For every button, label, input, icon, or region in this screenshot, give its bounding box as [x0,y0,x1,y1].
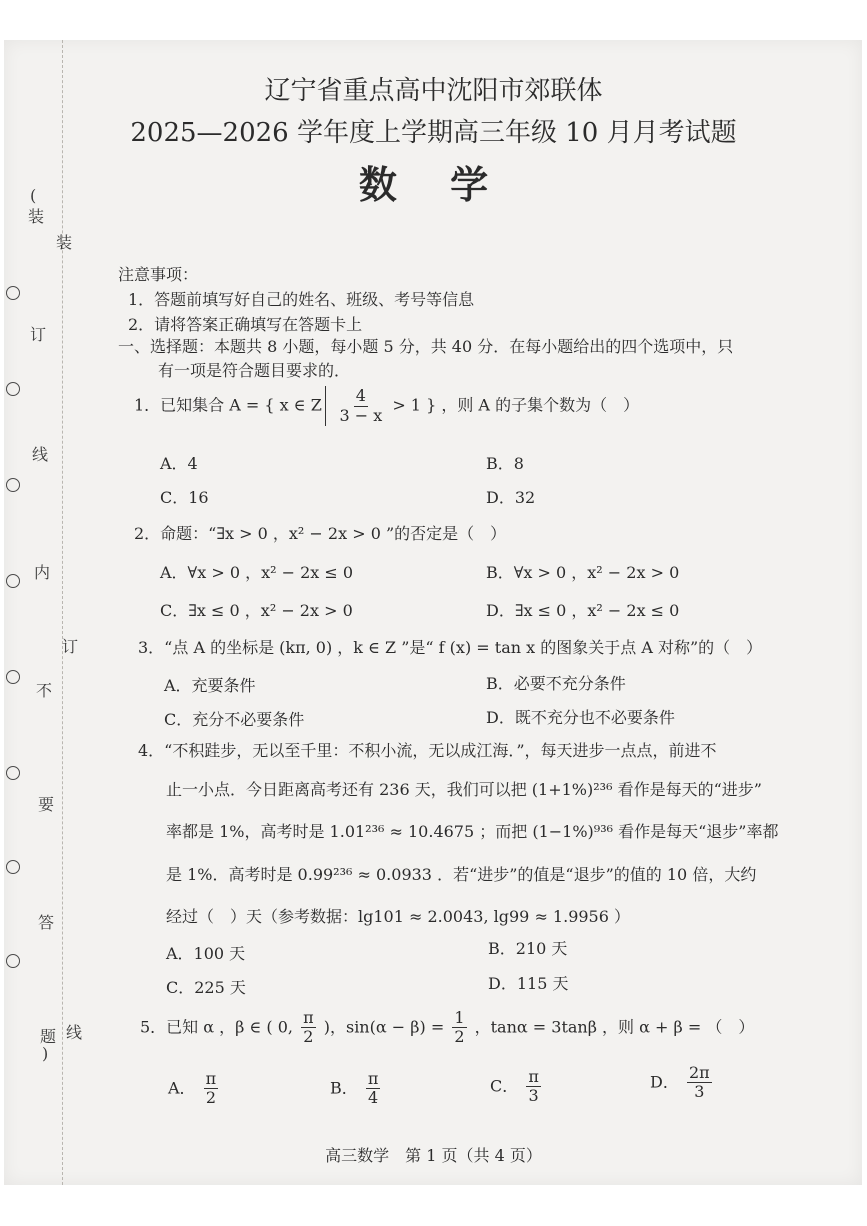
section-heading: 一、选择题：本题共 8 小题，每小题 5 分，共 40 分．在每小题给出的四个选项中，只 [118,337,734,356]
q1-option-b[interactable]: B．8 [486,454,524,473]
q5-part1: 5．已知 α ，β ∈ ( 0, [140,1017,294,1037]
q5-option-b[interactable] [330,1070,383,1108]
frac-num: π [367,1069,379,1088]
exam-title-line2: 2025—2026 学年度上学期高三年级 10 月月考试题 [130,118,737,148]
q1-set-left: A = { x ∈ Z [229,395,322,415]
frac-num: 2π [688,1063,710,1082]
binding-hole [6,574,20,588]
question-3-stem: 3．“点 A 的坐标是 (kπ, 0) ，k ∈ Z ”是“ f (x) = tan x 的图象关于点 A 对称”的（ ） [138,638,763,657]
binding-hole [6,954,20,968]
q1-frac-den: 3 − x [339,405,383,425]
frac-den: 3 [694,1082,705,1102]
binding-char: 线 [66,1023,83,1042]
binding-char: ) [42,1044,49,1063]
q1-option-d[interactable]: D．32 [486,488,536,507]
q5-option-d[interactable] [650,1064,715,1102]
q5-frac-num: 1 [454,1008,465,1027]
binding-hole [6,860,20,874]
q2-option-a[interactable]: A．∀x > 0 ，x² − 2x ≤ 0 [160,563,354,582]
option-label: A． [168,1078,196,1098]
q5-half [452,1009,466,1047]
question-5-stem [140,1009,754,1047]
binding-char: 不 [36,681,53,700]
question-4-line: 率都是 1%，高考时是 1.01²³⁶ ≈ 10.4675 ；而把 (1−1%)⁹³⁶ 看作是每天“退步”率都 [166,822,779,841]
question-2-stem: 2．命题：“∃x > 0 ，x² − 2x > 0 ”的否定是（ ） [134,524,507,543]
q3-option-b[interactable]: B．必要不充分条件 [486,674,626,693]
binding-char: 装 [28,207,45,226]
question-4-line: 是 1%．高考时是 0.99²³⁶ ≈ 0.0933 ．若“进步”的值是“退步”的值的 10 倍，大约 [166,865,757,884]
q5-option-c[interactable] [490,1068,544,1106]
option-fraction [526,1068,541,1106]
q4-option-b[interactable]: B．210 天 [488,939,568,958]
notice-title: 注意事项： [118,265,199,284]
subject-title: 数 学 [358,162,509,207]
exam-title-line1: 辽宁省重点高中沈阳市郊联体 [264,76,603,106]
option-fraction [366,1070,381,1108]
option-fraction [204,1070,219,1108]
q1-prefix: 1．已知集合 [134,395,225,415]
q5-frac-num: π [303,1008,314,1027]
q1-option-c[interactable]: C．16 [160,488,209,507]
binding-char: ( [30,186,37,205]
q5-part2: )，sin(α − β) = [323,1017,445,1037]
option-label: B． [330,1078,358,1098]
binding-hole [6,286,20,300]
binding-char: 订 [30,325,47,344]
q5-frac-den: 2 [303,1027,314,1047]
binding-char: 内 [34,563,51,582]
q4-option-c[interactable]: C．225 天 [166,978,246,997]
frac-den: 2 [205,1088,216,1108]
q1-option-a[interactable]: A．4 [160,454,198,473]
q3-option-c[interactable]: C．充分不必要条件 [164,710,305,729]
q1-frac-num: 4 [355,386,366,406]
option-label: D． [650,1072,679,1092]
q1-set-right: > 1 } [392,395,437,415]
frac-num: π [205,1069,217,1088]
question-4-line: 经过（ ）天（参考数据：lg101 ≈ 2.0043, lg99 ≈ 1.9956 ） [166,907,631,926]
q2-option-c[interactable]: C．∃x ≤ 0 ，x² − 2x > 0 [160,601,353,620]
binding-line [62,40,63,1185]
q4-option-a[interactable]: A．100 天 [166,944,246,963]
binding-char: 线 [32,445,49,464]
frac-den: 3 [528,1086,539,1106]
question-1-stem [134,386,639,426]
q1-fraction [337,387,384,425]
q2-option-b[interactable]: B．∀x > 0 ，x² − 2x > 0 [486,563,680,582]
q5-option-a[interactable] [168,1070,221,1108]
binding-char: 答 [38,913,55,932]
binding-hole [6,670,20,684]
q5-part3: ，tanα = 3tanβ ，则 α + β = （ ） [474,1017,755,1037]
binding-char: 订 [62,637,79,656]
notice-item: 1．答题前填写好自己的姓名、班级、考号等信息 [128,290,475,309]
q5-frac-den: 2 [454,1027,465,1047]
q3-option-d[interactable]: D．既不充分也不必要条件 [486,708,675,727]
q1-suffix: ，则 A 的子集个数为（ ） [441,395,640,415]
frac-num: π [528,1067,539,1086]
set-divider [325,386,327,426]
page-footer: 高三数学 第 1 页（共 4 页） [325,1146,542,1165]
binding-char: 装 [56,233,73,252]
binding-char: 题 [40,1027,57,1046]
binding-char: 要 [38,795,55,814]
binding-hole [6,478,20,492]
question-4-line: 4．“不积跬步，无以至千里：不积小流，无以成江海．”，每天进步一点点，前进不 [138,741,717,760]
binding-hole [6,766,20,780]
q5-half-pi [301,1009,316,1047]
section-heading-cont: 有一项是符合题目要求的． [158,361,351,380]
question-4-line: 止一小点．今日距离高考还有 236 天，我们可以把 (1+1%)²³⁶ 看作是每天的“进步” [166,780,762,799]
q4-option-d[interactable]: D．115 天 [488,974,569,993]
frac-den: 4 [368,1088,379,1108]
q2-option-d[interactable]: D．∃x ≤ 0 ，x² − 2x ≤ 0 [486,601,680,620]
option-label: C． [490,1076,519,1096]
q3-option-a[interactable]: A．充要条件 [164,676,256,695]
option-fraction [687,1064,712,1102]
binding-hole [6,382,20,396]
notice-item: 2．请将答案正确填写在答题卡上 [128,315,363,334]
